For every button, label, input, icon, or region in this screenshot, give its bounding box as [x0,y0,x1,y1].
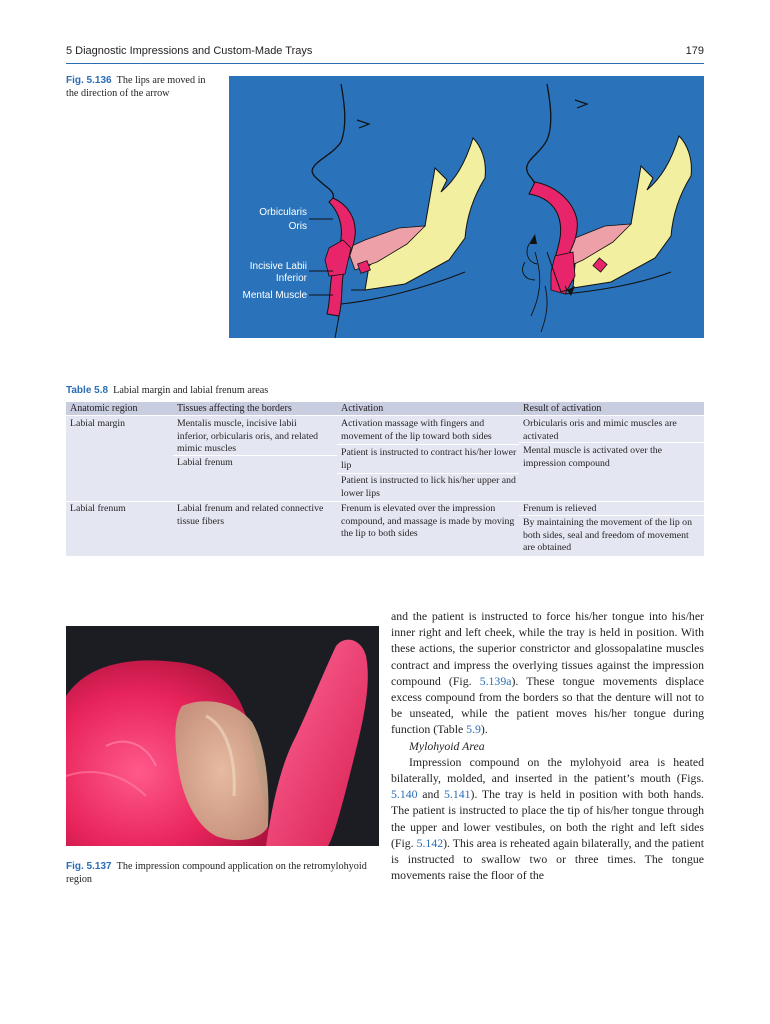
row1-activation-1: Activation massage with fingers and movement of the lip toward both sides [341,418,492,442]
row2-tissues: Labial frenum and related connective tissue fibers [177,503,324,527]
lip-anatomy-illustration [229,76,704,338]
figure-136-label: Fig. 5.136 [66,75,112,86]
ref-fig-5-140[interactable]: 5.140 [391,787,418,802]
header-rule [66,63,704,64]
col-header-result: Result of activation [523,403,602,414]
label-mental-muscle: Mental Muscle [242,290,307,301]
col-header-activation: Activation [341,403,384,414]
ref-fig-5-139a[interactable]: 5.139a [479,673,512,688]
table-label: Table 5.8 [66,385,109,396]
figure-137-photo [66,626,379,846]
row2-activation: Frenum is elevated over the impression compound, and massage is made by moving the lip to both sides [341,503,515,539]
figure-137-caption-text: The impression compound application on the retromylohyoid region [66,861,367,885]
figure-136-diagram [229,76,704,338]
impression-compound-photo [66,626,379,846]
label-incisive-line-2: Inferior [275,273,307,284]
row1-tissues-2: Labial frenum [177,457,233,468]
page-number: 179 [685,45,704,57]
table-caption [66,385,268,396]
labial-areas-table [66,402,704,556]
figure-137-label: Fig. 5.137 [66,861,112,872]
row1-region: Labial margin [70,418,126,429]
label-incisive-line-1: Incisive Labii [249,261,307,272]
row2-result-2: By maintaining the movement of the lip on both sides, seal and freedom of movement are obtained [523,517,692,553]
chapter-title: 5 Diagnostic Impressions and Custom-Made Trays [66,45,313,57]
table-header-row [66,402,704,415]
ref-fig-5-142[interactable]: 5.142 [416,835,444,850]
subheading-mylohyoid: Mylohyoid Area [409,738,485,753]
figure-137-caption [66,860,381,886]
table-title: Labial margin and labial frenum areas [113,385,269,396]
ref-table-5-9[interactable]: 5.9 [466,722,481,737]
ref-fig-5-141[interactable]: 5.141 [443,787,471,802]
row-divider [66,501,704,502]
row1-result-2: Mental muscle is activated over the impression compound [523,445,663,469]
label-orbicularis-line-1: Orbicularis [259,207,307,218]
col-header-tissues: Tissues affecting the borders [177,403,292,414]
row1-tissues-1: Mentalis muscle, incisive labii inferior, orbicularis oris, and related mimic muscles [177,418,319,454]
figure-136-caption-text: The lips are moved in the direction of the arrow [66,75,206,99]
row1-activation-3: Patient is instructed to lick his/her upper and lower lips [341,475,516,499]
row2-region: Labial frenum [70,503,126,514]
body-text [391,608,704,883]
label-orbicularis-line-2: Oris [288,221,307,232]
paragraph-mylohyoid: Impression compound on the mylohyoid area is heated bilaterally, molded, and inserted in the patient’s mouth (Figs. 5.140 and 5.141). The tray is held in position with both hands. The patient is instructed to place the tip of his/her tongue through the upper and lower vestibules, on both the right and left sides (Fig. 5.142). This area is reheated again bilaterally, and the patient is instructed to swallow two or three times. The tongue movements raise the floor of the [391,754,704,883]
row2-result-1: Frenum is relieved [523,503,597,514]
row1-activation-2: Patient is instructed to contract his/her lower lip [341,447,517,471]
paragraph-tongue-movements: and the patient is instructed to force his/her tongue into his/her inner right and left cheek, while the tray is held in position. With these actions, the superior constrictor and glossopalatine muscles contract and impress the overlying tissues against the impression compound (Fig. 5.139a). These tongue movements displace excess compound from the borders so that the denture will not to be unseated, while the patient moves his/her tongue during function (Table 5.9). [391,609,704,737]
running-header [66,45,704,63]
figure-136-caption [66,74,206,100]
row1-result-1: Orbicularis oris and mimic muscles are activated [523,418,677,442]
col-header-region: Anatomic region [70,403,138,414]
